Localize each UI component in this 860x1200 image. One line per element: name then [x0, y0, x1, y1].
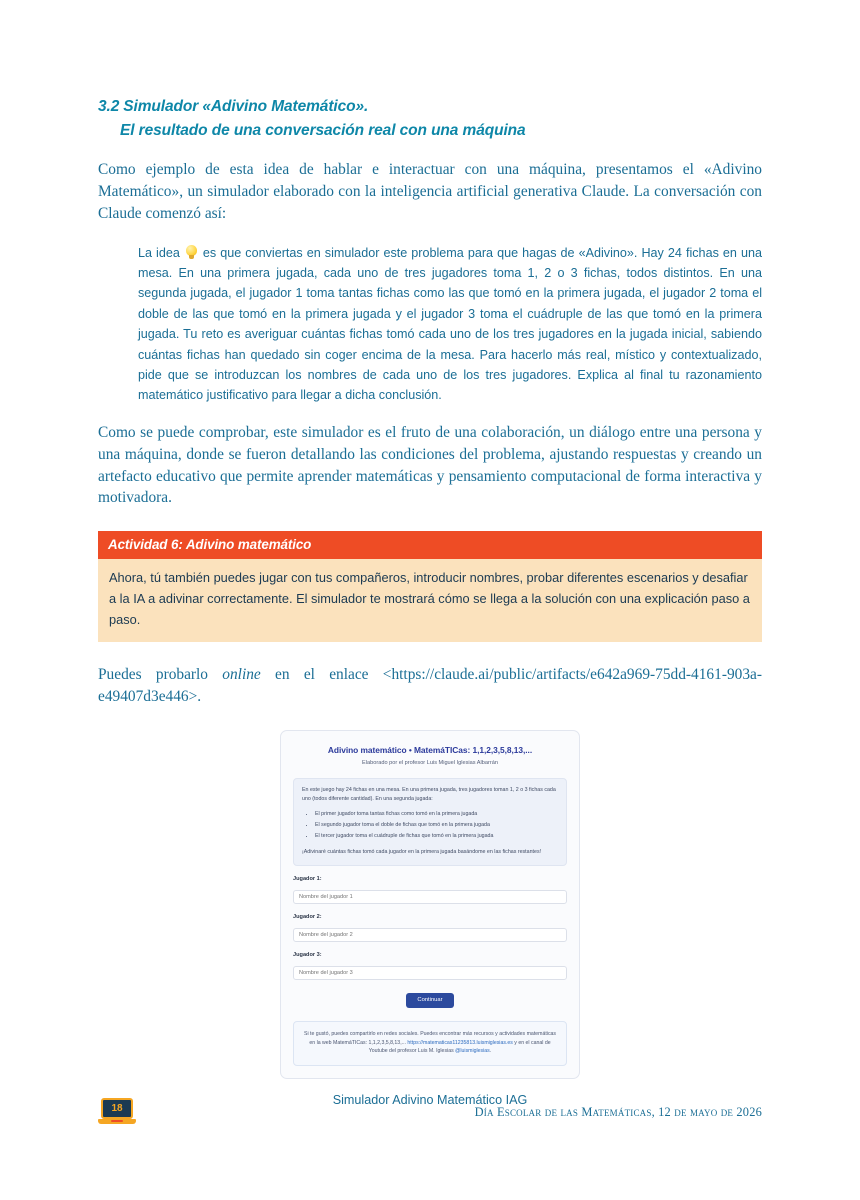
quote-text-before-icon: La idea: [138, 245, 180, 260]
link-text-after: en el enlace <https://claude.ai/public/artifacts/e642a969-75dd-4161-903a-e49407d3e446>.: [98, 666, 762, 706]
instructions-rules-list: [302, 810, 558, 841]
intro-paragraph: Como ejemplo de esta idea de hablar e interactuar con una máquina, presentamos el «Adivino Matemático», un simulador elaborado con la inteligencia artificial generativa Claude. La conversación con Claude comenzó así:: [98, 161, 762, 222]
footer-line-1: Si te gustó, puedes compartirlo en redes sociales. Puedes encontrar más recursos y actividades: [303, 1030, 526, 1037]
prompt-quote-block: [138, 243, 762, 406]
player-2-label: Jugador 2:: [293, 913, 322, 920]
player-1-label: Jugador 1:: [293, 875, 322, 882]
section-number: 3.2: [98, 98, 120, 115]
link-emphasis: online: [222, 666, 261, 684]
continue-button[interactable]: Continuar: [406, 993, 453, 1008]
page-title: [98, 0, 762, 143]
simulator-screenshot-wrapper: [98, 730, 762, 1079]
section-title-line2: El resultado de una conversación real con una máquina: [120, 122, 526, 140]
player-2-field-group: [293, 914, 567, 942]
simulator-instructions-panel: [293, 778, 567, 865]
list-item: • El primer jugador toma tantas fichas como tomó en la primera jugada: [315, 810, 558, 819]
footer-line-2: matemáticas en la web MatemáTICas: 1,1,2,3,5,8,13,...: [309, 1030, 557, 1046]
lightbulb-icon: [185, 245, 198, 260]
simulator-card: [280, 730, 580, 1079]
laptop-notch: [111, 1120, 123, 1122]
footer-event-text: Día Escolar de las Matemáticas, 12 de mayo de 2026: [474, 1104, 762, 1119]
player-1-field-group: [293, 876, 567, 904]
section-title-line1: Simulador «Adivino Matemático».: [123, 98, 369, 115]
activity-header: Actividad 6: Adivino matemático: [98, 531, 762, 559]
laptop-icon: [98, 1098, 136, 1126]
instructions-intro: En este juego hay 24 fichas en una mesa. En una primera jugada, tres jugadores toman 1, 2 o 3 fichas cada uno (todos diferente cantidad). En una segunda jugada:: [302, 787, 556, 802]
footer-line-5: .: [489, 1048, 492, 1055]
instructions-closing: ¡Adivinaré cuántas fichas tomó cada jugador en la primera jugada basándome en las fichas restantes!: [302, 848, 542, 855]
simulator-subtitle: Elaborado por el profesor Luis Miguel Iglesias Albarrán: [362, 760, 498, 767]
quote-text-after-icon: es que conviertas en simulador este problema para que hagas de «Adivino». Hay 24 fichas en una mesa. En una primera jugada, cada uno de tres jugadores toma 1, 2 o 3 fichas, todos distintos. En una segunda jugada, el jugador 1 toma tantas fichas como las que tomó en la primera jugada, el jugador 2 toma el doble de las que tomó en la primera jugada y el jugador 3 toma el cuádruple de las que tomó en la primera jugada. Tu reto es averiguar cuántas fichas tomó cada uno de los tres jugadores en la jugada inicial, sabiendo cuántas fichas han quedado sin coger encima de la mesa. Para hacerlo más real, místico y contextualizado, pide que se introduzcan los nombres de cada uno de los tres jugadores. Explica al final tu razonamiento matemático justificativo para llegar a dicha conclusión.: [138, 245, 762, 403]
player-2-input[interactable]: [293, 928, 567, 942]
figure-caption: Simulador Adivino Matemático IAG: [332, 1093, 528, 1108]
activity-box: [98, 531, 762, 642]
collaboration-paragraph: Como se puede comprobar, este simulador es el fruto de una colaboración, un diálogo entre una persona y una máquina, donde se fueron detallando las condiciones del problema, ajustando respuestas y creando un artefacto educativo que permite aprender matemáticas y pensamiento computacional de forma interactiva y motivadora.: [98, 423, 762, 507]
page-footer: [98, 1098, 762, 1126]
footer-line-3: y en el canal de Youtube del profesor Luis M.: [368, 1039, 551, 1055]
simulator-title: Adivino matemático • MatemáTICas: 1,1,2,3,5,8,13,...: [327, 745, 533, 756]
list-item: • El tercer jugador toma el cuádruple de fichas que tomó en la primera jugada: [315, 832, 558, 841]
submit-row: [293, 993, 567, 1008]
activity-body: Ahora, tú también puedes jugar con tus compañeros, introducir nombres, probar diferentes escenarios y desafiar a la IA a adivinar correctamente. El simulador te mostrará cómo se llega a la solución con una explicación paso a paso.: [98, 559, 762, 642]
player-3-field-group: [293, 952, 567, 980]
footer-social-handle[interactable]: @luismiglesias: [455, 1048, 490, 1055]
footer-website-link[interactable]: https://matematicas11235813.luismiglesias.es: [407, 1039, 513, 1046]
footer-line-4: Iglesias: [436, 1048, 456, 1055]
player-1-input[interactable]: [293, 890, 567, 904]
list-item: • El segundo jugador toma el doble de fichas que tomó en la primera jugada: [315, 821, 558, 830]
player-3-label: Jugador 3:: [293, 951, 322, 958]
page-number: 18: [111, 1102, 123, 1114]
link-paragraph: [98, 664, 762, 708]
simulator-footer: [293, 1021, 567, 1067]
link-text-before: Puedes probarlo: [98, 666, 223, 684]
player-3-input[interactable]: [293, 966, 567, 980]
laptop-screen: [101, 1098, 133, 1119]
